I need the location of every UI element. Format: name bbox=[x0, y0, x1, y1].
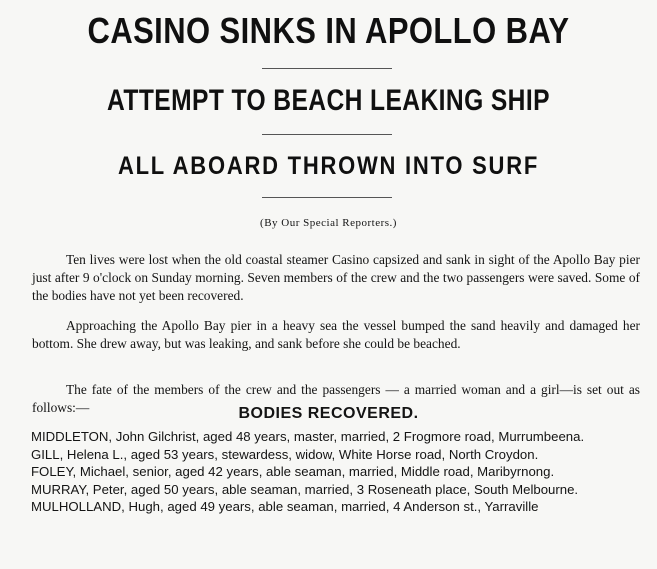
article-paragraph: Approaching the Apollo Bay pier in a heavy sea the vessel bumped the sand heavily and damaged her bottom. She drew away, but was leaking, and sank before she could be beached. bbox=[32, 318, 640, 352]
second-headline: ATTEMPT TO BEACH LEAKING SHIP bbox=[107, 84, 550, 117]
article-paragraph: The fate of the members of the crew and the passengers — a married woman and a girl—is set out as follows:— bbox=[32, 382, 640, 416]
byline: (By Our Special Reporters.) bbox=[260, 217, 397, 229]
list-item: MURRAY, Peter, aged 50 years, able seaman, married, 3 Roseneath place, South Melbourne. bbox=[31, 481, 579, 497]
list-item: GILL, Helena L., aged 53 years, stewardess, widow, White Horse road, North Croydon. bbox=[31, 446, 539, 462]
bodies-recovered-list bbox=[31, 428, 643, 516]
article-paragraph: Ten lives were lost when the old coastal steamer Casino capsized and sank in sight of the Apollo Bay pier just after 9 o'clock on Sunday morning. Seven members of the crew and the two passengers were saved. Some of the bodies have not yet been recovered. bbox=[32, 252, 640, 304]
headline-divider bbox=[262, 68, 392, 69]
headline-divider bbox=[262, 134, 392, 135]
list-item: MULHOLLAND, Hugh, aged 49 years, able seaman, married, 4 Anderson st., Yarraville bbox=[31, 499, 539, 515]
headline-divider bbox=[262, 197, 392, 198]
list-item: MIDDLETON, John Gilchrist, aged 48 years, master, married, 2 Frogmore road, Murrumbeena. bbox=[31, 429, 585, 444]
section-heading: BODIES RECOVERED. bbox=[238, 405, 419, 422]
third-headline: ALL ABOARD THROWN INTO SURF bbox=[117, 152, 540, 180]
main-headline: CASINO SINKS IN APOLLO BAY bbox=[87, 10, 570, 51]
list-item: FOLEY, Michael, senior, aged 42 years, able seaman, married, Middle road, Maribyrnong. bbox=[31, 464, 555, 480]
